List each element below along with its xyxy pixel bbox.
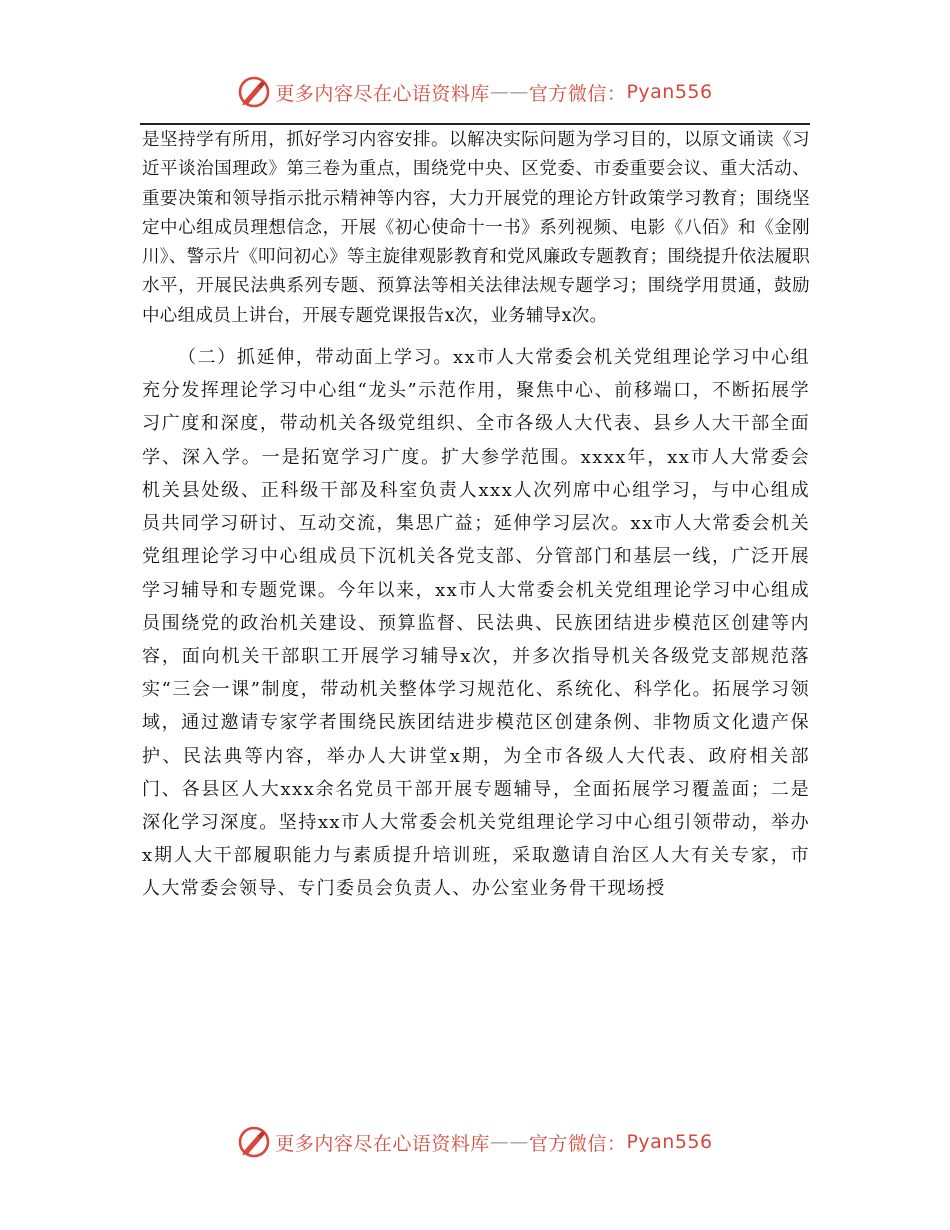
watermark-separator: ——	[489, 81, 529, 103]
watermark-text: 更多内容尽在心语资料库	[275, 1132, 490, 1155]
pen-logo-icon	[237, 1125, 271, 1159]
header-divider	[140, 123, 810, 125]
watermark-contact-id: Pyan556	[626, 81, 713, 103]
watermark-contact-label: 官方微信：	[528, 1132, 627, 1155]
footer-watermark	[0, 1122, 950, 1162]
watermark-separator: ——	[489, 1131, 529, 1153]
document-body	[142, 126, 810, 906]
header-watermark	[0, 72, 950, 112]
paragraph-section-two: （二）抓延伸，带动面上学习。xx市人大常委会机关党组理论学习中心组充分发挥理论学习中心组“龙头”示范作用，聚焦中心、前移端口，不断拓展学习广度和深度，带动机关各级党组织、全市各级人大代表、县乡人大干部全面学、深入学。一是拓宽学习广度。扩大参学范围。xxxx年，xx市人大常委会机关县处级、正科级干部及科室负责人xxx人次列席中心组学习，与中心组成员共同学习研讨、互动交流，集思广益；延伸学习层次。xx市人大常委会机关党组理论学习中心组成员下沉机关各党支部、分管部门和基层一线，广泛开展学习辅导和专题党课。今年以来，xx市人大常委会机关党组理论学习中心组成员围绕党的政治机关建设、预算监督、民法典、民族团结进步模范区创建等内容，面向机关干部职工开展学习辅导x次，并多次指导机关各级党支部规范落实“三会一课”制度，带动机关整体学习规范化、系统化、科学化。拓展学习领域，通过邀请专家学者围绕民族团结进步模范区创建条例、非物质文化遗产保护、民法典等内容，举办人大讲堂x期，为全市各级人大代表、政府相关部门、各县区人大xxx余名党员干部开展专题辅导，全面拓展学习覆盖面；二是深化学习深度。坚持xx市人大常委会机关党组理论学习中心组引领带动，举办x期人大干部履职能力与素质提升培训班，采取邀请自治区人大有关专家，市人大常委会领导、专门委员会负责人、办公室业务骨干现场授	[142, 347, 810, 900]
watermark-contact-id: Pyan556	[626, 1131, 713, 1153]
paragraph-continuation: 是坚持学有所用，抓好学习内容安排。以解决实际问题为学习目的，以原文诵读《习近平谈治国理政》第三卷为重点，围绕党中央、区党委、市委重要会议、重大活动、重要决策和领导指示批示精神等内容，大力开展党的理论方针政策学习教育；围绕坚定中心组成员理想信念，开展《初心使命十一书》系列视频、电影《八佰》和《金刚川》、警示片《叩问初心》等主旋律观影教育和党风廉政专题教育；围绕提升依法履职水平，开展民法典系列专题、预算法等相关法律法规专题学习；围绕学用贯通，鼓励中心组成员上讲台，开展专题党课报告x次，业务辅导x次。	[142, 130, 810, 326]
watermark-contact-label: 官方微信：	[528, 82, 627, 105]
pen-logo-icon	[237, 75, 271, 109]
watermark-text: 更多内容尽在心语资料库	[275, 82, 490, 105]
